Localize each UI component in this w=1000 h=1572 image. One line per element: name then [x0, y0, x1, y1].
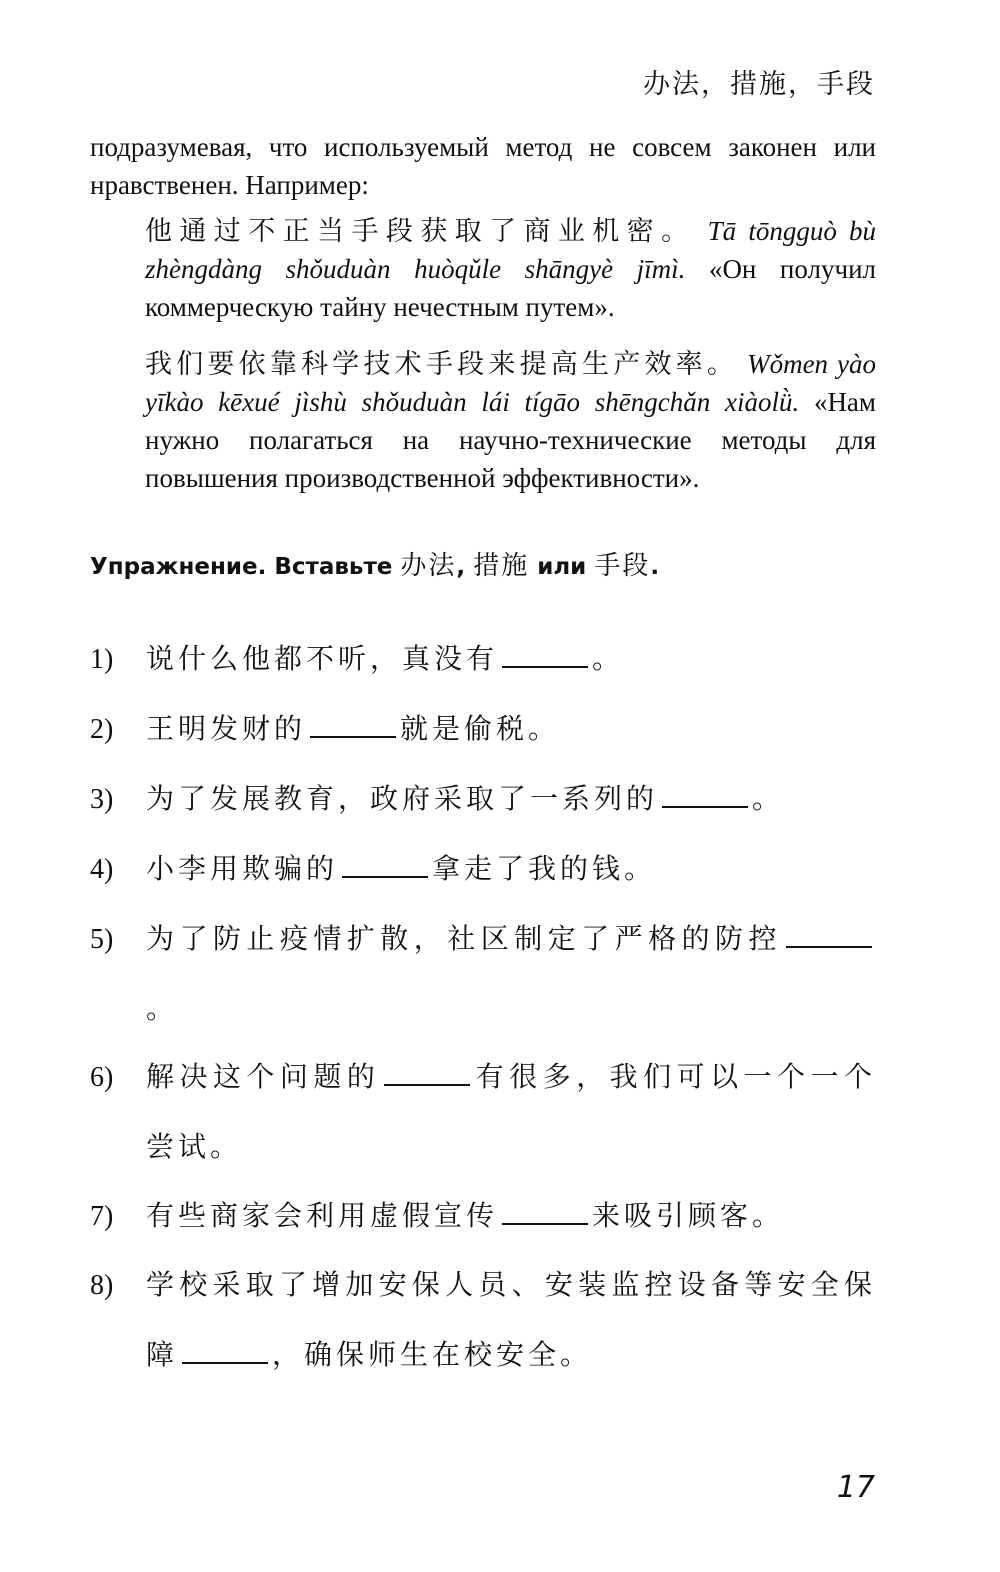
exercise-term-2: 措施 — [473, 551, 530, 581]
answer-blank[interactable] — [786, 924, 872, 948]
item-text-after: 。 — [592, 644, 625, 675]
exercise-separator: , — [456, 554, 466, 580]
example-chinese: 他通过不正当手段获取了商业机密。 — [145, 216, 696, 246]
item-text-before: 小李用欺骗的 — [146, 854, 339, 885]
item-text-after: 有很多，我们可以一个一个尝试。 — [146, 1062, 876, 1163]
exercise-item-6 — [90, 1043, 876, 1183]
example-translation: «Нам нужно полагаться на научно-технические методы для повышения производственной эффективности». — [145, 387, 877, 493]
answer-blank[interactable] — [342, 854, 428, 878]
exercise-end: . — [650, 554, 660, 580]
running-head: 办法，措施，手段 — [643, 69, 875, 99]
item-number: 3) — [90, 784, 114, 815]
item-text-after: ，确保师生在校安全。 — [272, 1340, 593, 1371]
example-1 — [145, 212, 876, 326]
exercise-item-7 — [90, 1182, 876, 1252]
item-number: 5) — [90, 924, 114, 955]
example-chinese: 我们要依靠科学技术手段来提高生产效率。 — [145, 349, 739, 379]
item-text-after: 来吸引顾客。 — [592, 1201, 785, 1232]
item-text-before: 学校采取了增加安保人员、安装监控设备等安全保障 — [146, 1270, 876, 1371]
answer-blank[interactable] — [502, 644, 588, 668]
page-number: 17 — [836, 1470, 875, 1505]
item-text-after: 拿走了我的钱。 — [432, 854, 657, 885]
example-pinyin: Tā tōngguò bù zhèngdàng shǒuduàn huòqǔle shāngyè jīmì. — [145, 216, 876, 284]
exercise-item-2 — [90, 695, 876, 765]
item-text-before: 说什么他都不听，真没有 — [146, 644, 499, 675]
exercise-item-4 — [90, 835, 876, 905]
item-text-before: 有些商家会利用虚假宣传 — [146, 1201, 499, 1232]
example-translation: «Он получил коммерческую тайну нечестным путем». — [145, 254, 876, 322]
item-number: 6) — [90, 1062, 114, 1093]
item-number: 1) — [90, 644, 114, 675]
item-text-after: 。 — [752, 784, 785, 815]
item-text-before: 解决这个问题的 — [146, 1062, 381, 1093]
intro-paragraph: подразумевая, что используемый метод не совсем законен или нравственен. Например: — [90, 132, 876, 200]
item-text-before: 王明发财的 — [146, 714, 307, 745]
item-number: 2) — [90, 714, 114, 745]
exercise-item-1 — [90, 625, 876, 695]
item-number: 4) — [90, 854, 114, 885]
exercise-term-1: 办法 — [400, 551, 457, 581]
answer-blank[interactable] — [182, 1340, 268, 1364]
exercise-term-3: 手段 — [594, 551, 651, 581]
answer-blank[interactable] — [310, 714, 396, 738]
exercise-item-8 — [90, 1251, 876, 1391]
item-number: 7) — [90, 1201, 114, 1232]
answer-blank[interactable] — [502, 1201, 588, 1225]
exercise-item-5 — [90, 905, 876, 1045]
item-text-after: 。 — [146, 994, 179, 1025]
answer-blank[interactable] — [662, 784, 748, 808]
exercise-item-3 — [90, 765, 876, 835]
example-pinyin: Wǒmen yào yīkào kēxué jìshù shǒuduàn lái tígāo shēngchǎn xiàolǜ. — [145, 349, 877, 417]
item-text-before: 为了发展教育，政府采取了一系列的 — [146, 784, 659, 815]
answer-blank[interactable] — [384, 1062, 470, 1086]
example-2 — [145, 345, 876, 497]
exercise-conjunction: или — [537, 554, 587, 580]
item-text-after: 就是偷税。 — [400, 714, 561, 745]
item-number: 8) — [90, 1270, 114, 1301]
item-text-before: 为了防止疫情扩散，社区制定了严格的防控 — [146, 924, 782, 955]
exercise-heading — [90, 548, 659, 585]
exercise-heading-prefix: Упражнение. Вставьте — [90, 554, 393, 580]
